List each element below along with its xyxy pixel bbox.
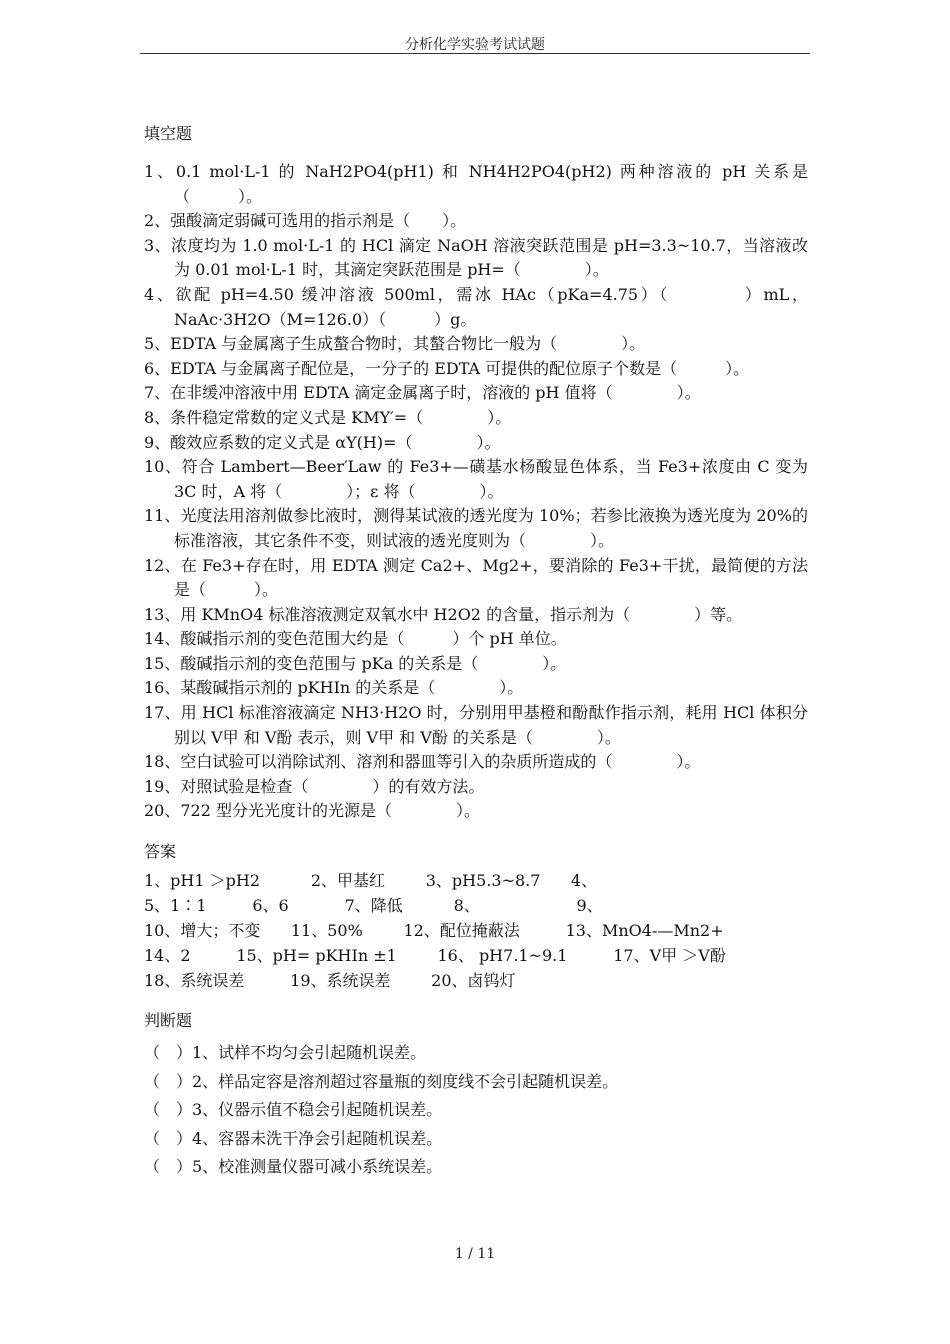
- question-18: 18、空白试验可以消除试剂、溶剂和器皿等引入的杂质所造成的（ ）。: [144, 752, 701, 772]
- answers-list: [144, 868, 808, 993]
- answer-line: 18、系统误差 19、系统误差 20、卤钨灯: [144, 971, 516, 991]
- question-13: 13、用 KMnO4 标准溶液测定双氧水中 H2O2 的含量，指示剂为（ ）等。: [144, 604, 743, 624]
- fill-blank-title: 填空题: [144, 124, 193, 143]
- judgement-item-1: （ ）1、试样不均匀会引起随机误差。: [144, 1043, 427, 1063]
- document-body: [144, 122, 808, 1182]
- question-6: 6、EDTA 与金属离子配位是，一分子的 EDTA 可提供的配位原子个数是（ ）。: [144, 358, 750, 378]
- answer-line: 5、1∶1 6、6 7、降低 8、 9、: [144, 896, 603, 916]
- page-header-title: 分析化学实验考试试题: [405, 37, 545, 53]
- question-12: 12、在 Fe3+存在时，用 EDTA 测定 Ca2+、Mg2+，要消除的 Fe3+干扰，最简便的方法是（ ）。: [144, 555, 808, 600]
- answer-line: 1、pH1 ＞pH2 2、甲基红 3、pH5.3~8.7 4、: [144, 871, 598, 891]
- judgement-item-2: （ ）2、样品定容是溶剂超过容量瓶的刻度线不会引起随机误差。: [144, 1071, 619, 1091]
- page-number: 1 / 11: [454, 1246, 496, 1262]
- question-15: 15、酸碱指示剂的变色范围与 pKa 的关系是（ ）。: [144, 653, 567, 673]
- fill-blank-list: [144, 160, 808, 824]
- question-19: 19、对照试验是检查（ ）的有效方法。: [144, 776, 485, 796]
- question-10: 10、符合 Lambert—Beer′Law 的 Fe3+—磺基水杨酸显色体系，当 Fe3+浓度由 C 变为 3C 时，A 将（ ）；ε 将（ ）。: [144, 457, 808, 501]
- header-divider: [140, 53, 810, 54]
- judgement-item-4: （ ）4、容器未洗干净会引起随机误差。: [144, 1128, 443, 1148]
- answer-line: 14、2 15、pH= pKHIn ±1 16、 pH7.1~9.1 17、V甲 ＞V酚: [144, 946, 726, 966]
- question-7: 7、在非缓冲溶液中用 EDTA 滴定金属离子时，溶液的 pH 值将（ ）。: [144, 383, 701, 403]
- question-17: 17、用 HCl 标准溶液滴定 NH3·H2O 时，分别用甲基橙和酚酞作指示剂，耗用 HCl 体积分别以 V甲 和 V酚 表示，则 V甲 和 V酚 的关系是（ ）。: [144, 703, 808, 747]
- question-20: 20、722 型分光光度计的光源是（ ）。: [144, 801, 480, 821]
- question-9: 9、酸效应系数的定义式是 αY(H)=（ ）。: [144, 432, 501, 452]
- question-11: 11、光度法用溶剂做参比液时，测得某试液的透光度为 10%；若参比液换为透光度为 20%的标准溶液，其它条件不变，则试液的透光度则为（ ）。: [144, 506, 808, 550]
- question-8: 8、条件稳定常数的定义式是 KMY′=（ ）。: [144, 407, 512, 427]
- answers-title: 答案: [144, 842, 177, 862]
- judgement-item-3: （ ）3、仪器示值不稳会引起随机误差。: [144, 1100, 443, 1120]
- question-14: 14、酸碱指示剂的变色范围大约是（ ）个 pH 单位。: [144, 629, 567, 649]
- question-16: 16、某酸碱指示剂的 pKHIn 的关系是（ ）。: [144, 678, 524, 698]
- judgement-title: 判断题: [144, 1011, 193, 1031]
- judgement-item-5: （ ）5、校准测量仪器可减小系统误差。: [144, 1157, 443, 1177]
- question-2: 2、强酸滴定弱碱可选用的指示剂是（ ）。: [144, 211, 467, 231]
- question-1: 1、0.1 mol·L-1 的 NaH2PO4(pH1) 和 NH4H2PO4(pH2) 两种溶液的 pH 关系是（ ）。: [144, 162, 808, 206]
- question-5: 5、EDTA 与金属离子生成螯合物时，其螯合物比一般为（ ）。: [144, 334, 646, 354]
- question-3: 3、浓度均为 1.0 mol·L-1 的 HCl 滴定 NaOH 溶液突跃范围是 pH=3.3~10.7，当溶液改为 0.01 mol·L-1 时，其滴定突跃范围是 pH=（ ）。: [144, 235, 808, 280]
- question-4: 4、欲配 pH=4.50 缓冲溶液 500ml，需冰 HAc（pKa=4.75）（ ）mL，NaAc·3H2O（M=126.0）（ ）g。: [144, 284, 808, 329]
- judgement-list: [144, 1039, 808, 1182]
- answer-line: 10、增大；不变 11、50% 12、配位掩蔽法 13、MnO4-—Mn2+: [144, 921, 724, 941]
